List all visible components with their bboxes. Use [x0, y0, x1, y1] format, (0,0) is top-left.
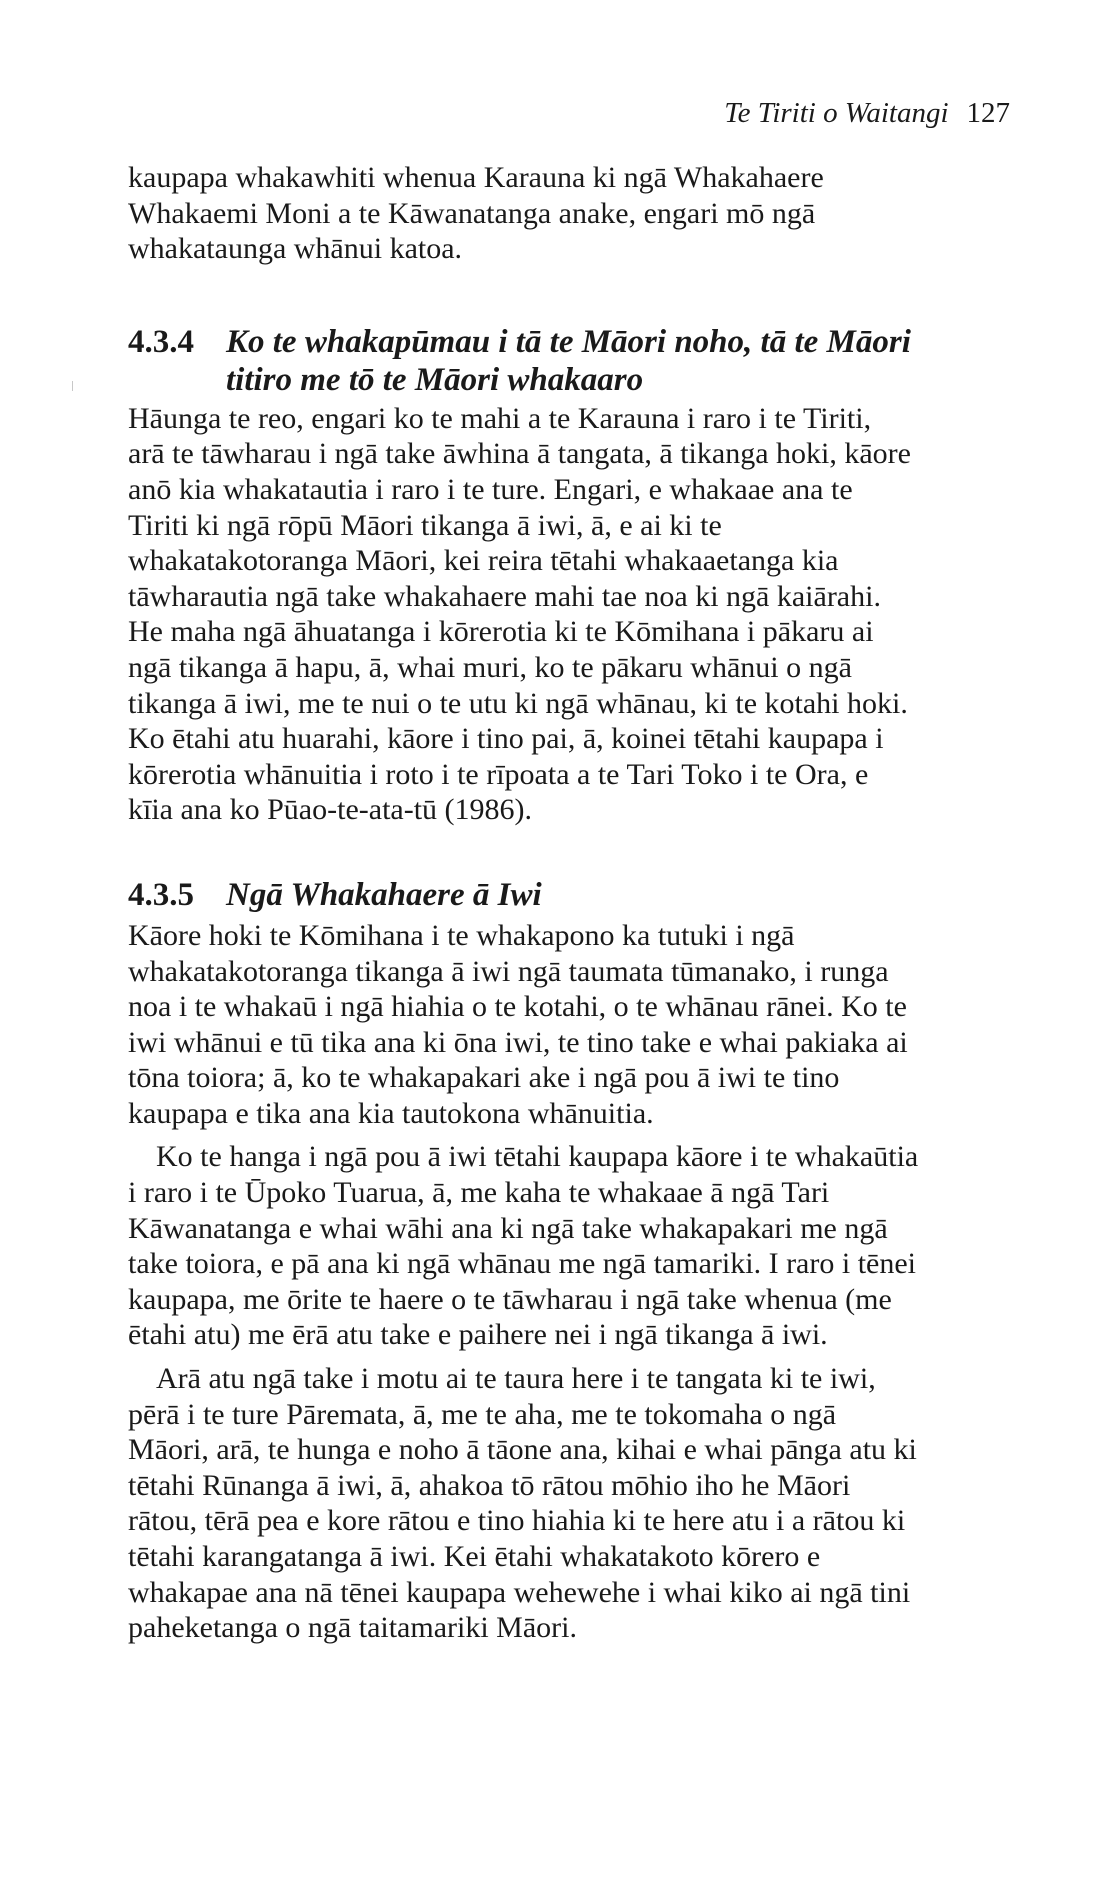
section-title-line2: titiro me tō te Māori whakaaro [226, 361, 644, 398]
text-line: kaupapa, me ōrite te haere o te tāwharau i ngā take whenua (me [128, 1282, 892, 1316]
section-number: 4.3.5 [128, 876, 194, 913]
running-head-title: Te Tiriti o Waitangi [724, 97, 949, 129]
text-line: tētahi Rūnanga ā iwi, ā, ahakoa tō rātou mōhio iho he Māori [128, 1468, 851, 1502]
text-line: noa i te whakaū i ngā hiahia o te kotahi, o te whānau rānei. Ko te [128, 990, 907, 1024]
text-line: Kāwanatanga e whai wāhi ana ki ngā take whakapakari me ngā [128, 1211, 888, 1245]
section-heading-4-3-5 [128, 876, 1010, 914]
margin-mark [72, 381, 73, 391]
text-line: ētahi atu) me ērā atu take e paihere nei i ngā tikanga ā iwi. [128, 1318, 828, 1352]
text-line: kaupapa whakawhiti whenua Karauna ki ngā Whakahaere [128, 161, 824, 194]
text-line: pērā i te ture Pāremata, ā, me te aha, me te tokomaha o ngā [128, 1397, 837, 1431]
text-line: tōna toiora; ā, ko te whakapakari ake i ngā pou ā iwi te tino [128, 1061, 840, 1095]
text-line: whakataunga whānui katoa. [128, 232, 463, 266]
text-line: whakatakotoranga Māori, kei reira tētahi whakaaetanga kia [128, 544, 839, 578]
text-line: whakatakotoranga tikanga ā iwi ngā taumata tūmanako, i runga [128, 954, 889, 988]
text-line: Ko ētahi atu huarahi, kāore i tino pai, ā, koinei tētahi kaupapa i [128, 722, 884, 756]
section-title-line1: Ko te whakapūmau i tā te Māori noho, tā te Māori [226, 323, 911, 360]
section-4-3-4-paragraph [128, 401, 1010, 828]
text-line: iwi whānui e tū tika ana ki ōna iwi, te tino take e whai pakiaka ai [128, 1025, 908, 1059]
text-line: Whakaemi Moni a te Kāwanatanga anake, engari mō ngā [128, 196, 816, 230]
text-line: take toiora, e pā ana ki ngā whānau me ngā tamariki. I raro i tēnei [128, 1247, 916, 1281]
text-line: Māori, arā, te hunga e noho ā tāone ana, kihai e whai pānga atu ki [128, 1433, 917, 1467]
intro-paragraph [128, 160, 1010, 267]
text-line: arā te tāwharau i ngā take āwhina ā tangata, ā tikanga hoki, kāore [128, 437, 911, 471]
text-line: tāwharautia ngā take whakahaere mahi tae noa ki ngā kaiārahi. [128, 579, 881, 613]
section-4-3-5-paragraph-2 [128, 1139, 1010, 1353]
text-line: kaupapa e tika ana kia tautokona whānuitia. [128, 1096, 654, 1130]
section-heading-4-3-4 [128, 323, 1010, 399]
text-line: Kāore hoki te Kōmihana i te whakapono ka tutuki i ngā [128, 918, 795, 952]
text-line: tētahi karangatanga ā iwi. Kei ētahi whakatakoto kōrero e [128, 1540, 821, 1573]
text-line: ngā tikanga ā hapu, ā, whai muri, ko te pākaru whānui o ngā [128, 650, 852, 684]
text-line: Ko te hanga i ngā pou ā iwi tētahi kaupapa kāore i te whakaūtia [156, 1140, 919, 1174]
text-line: Arā atu ngā take i motu ai te taura here i te tangata ki te iwi, [156, 1362, 876, 1396]
text-line: whakapae ana nā tēnei kaupapa wehewehe i whai kiko ai ngā tini [128, 1575, 911, 1609]
text-line: He maha ngā āhuatanga i kōrerotia ki te Kōmihana i pākaru ai [128, 615, 874, 649]
text-line: Hāunga te reo, engari ko te mahi a te Karauna i raro i te Tiriti, [128, 401, 872, 435]
running-head [128, 96, 1010, 130]
text-line: i raro i te Ūpoko Tuarua, ā, me kaha te whakaae ā ngā Tari [128, 1176, 830, 1210]
text-line: tikanga ā iwi, me te nui o te utu ki ngā whānau, ki te kotahi hoki. [128, 686, 908, 720]
text-line: rātou, tērā pea e kore rātou e tino hiahia ki te here atu i a rātou ki [128, 1504, 906, 1538]
text-line: kīia ana ko Pūao-te-ata-tū (1986). [128, 793, 533, 827]
section-4-3-5-paragraph-3 [128, 1361, 1010, 1646]
section-4-3-5-paragraph-1 [128, 918, 1010, 1132]
text-line: Tiriti ki ngā rōpū Māori tikanga ā iwi, ā, e ai ki te [128, 508, 722, 542]
page-number: 127 [966, 97, 1010, 129]
text-line: kōrerotia whānuitia i roto i te rīpoata a te Tari Toko i te Ora, e [128, 757, 869, 791]
text-column [128, 160, 1010, 1646]
text-line: anō kia whakatautia i raro i te ture. Engari, e whakaae ana te [128, 472, 853, 506]
section-number: 4.3.4 [128, 323, 194, 360]
text-line: paheketanga o ngā taitamariki Māori. [128, 1611, 577, 1645]
section-title: Ngā Whakahaere ā Iwi [226, 876, 542, 913]
